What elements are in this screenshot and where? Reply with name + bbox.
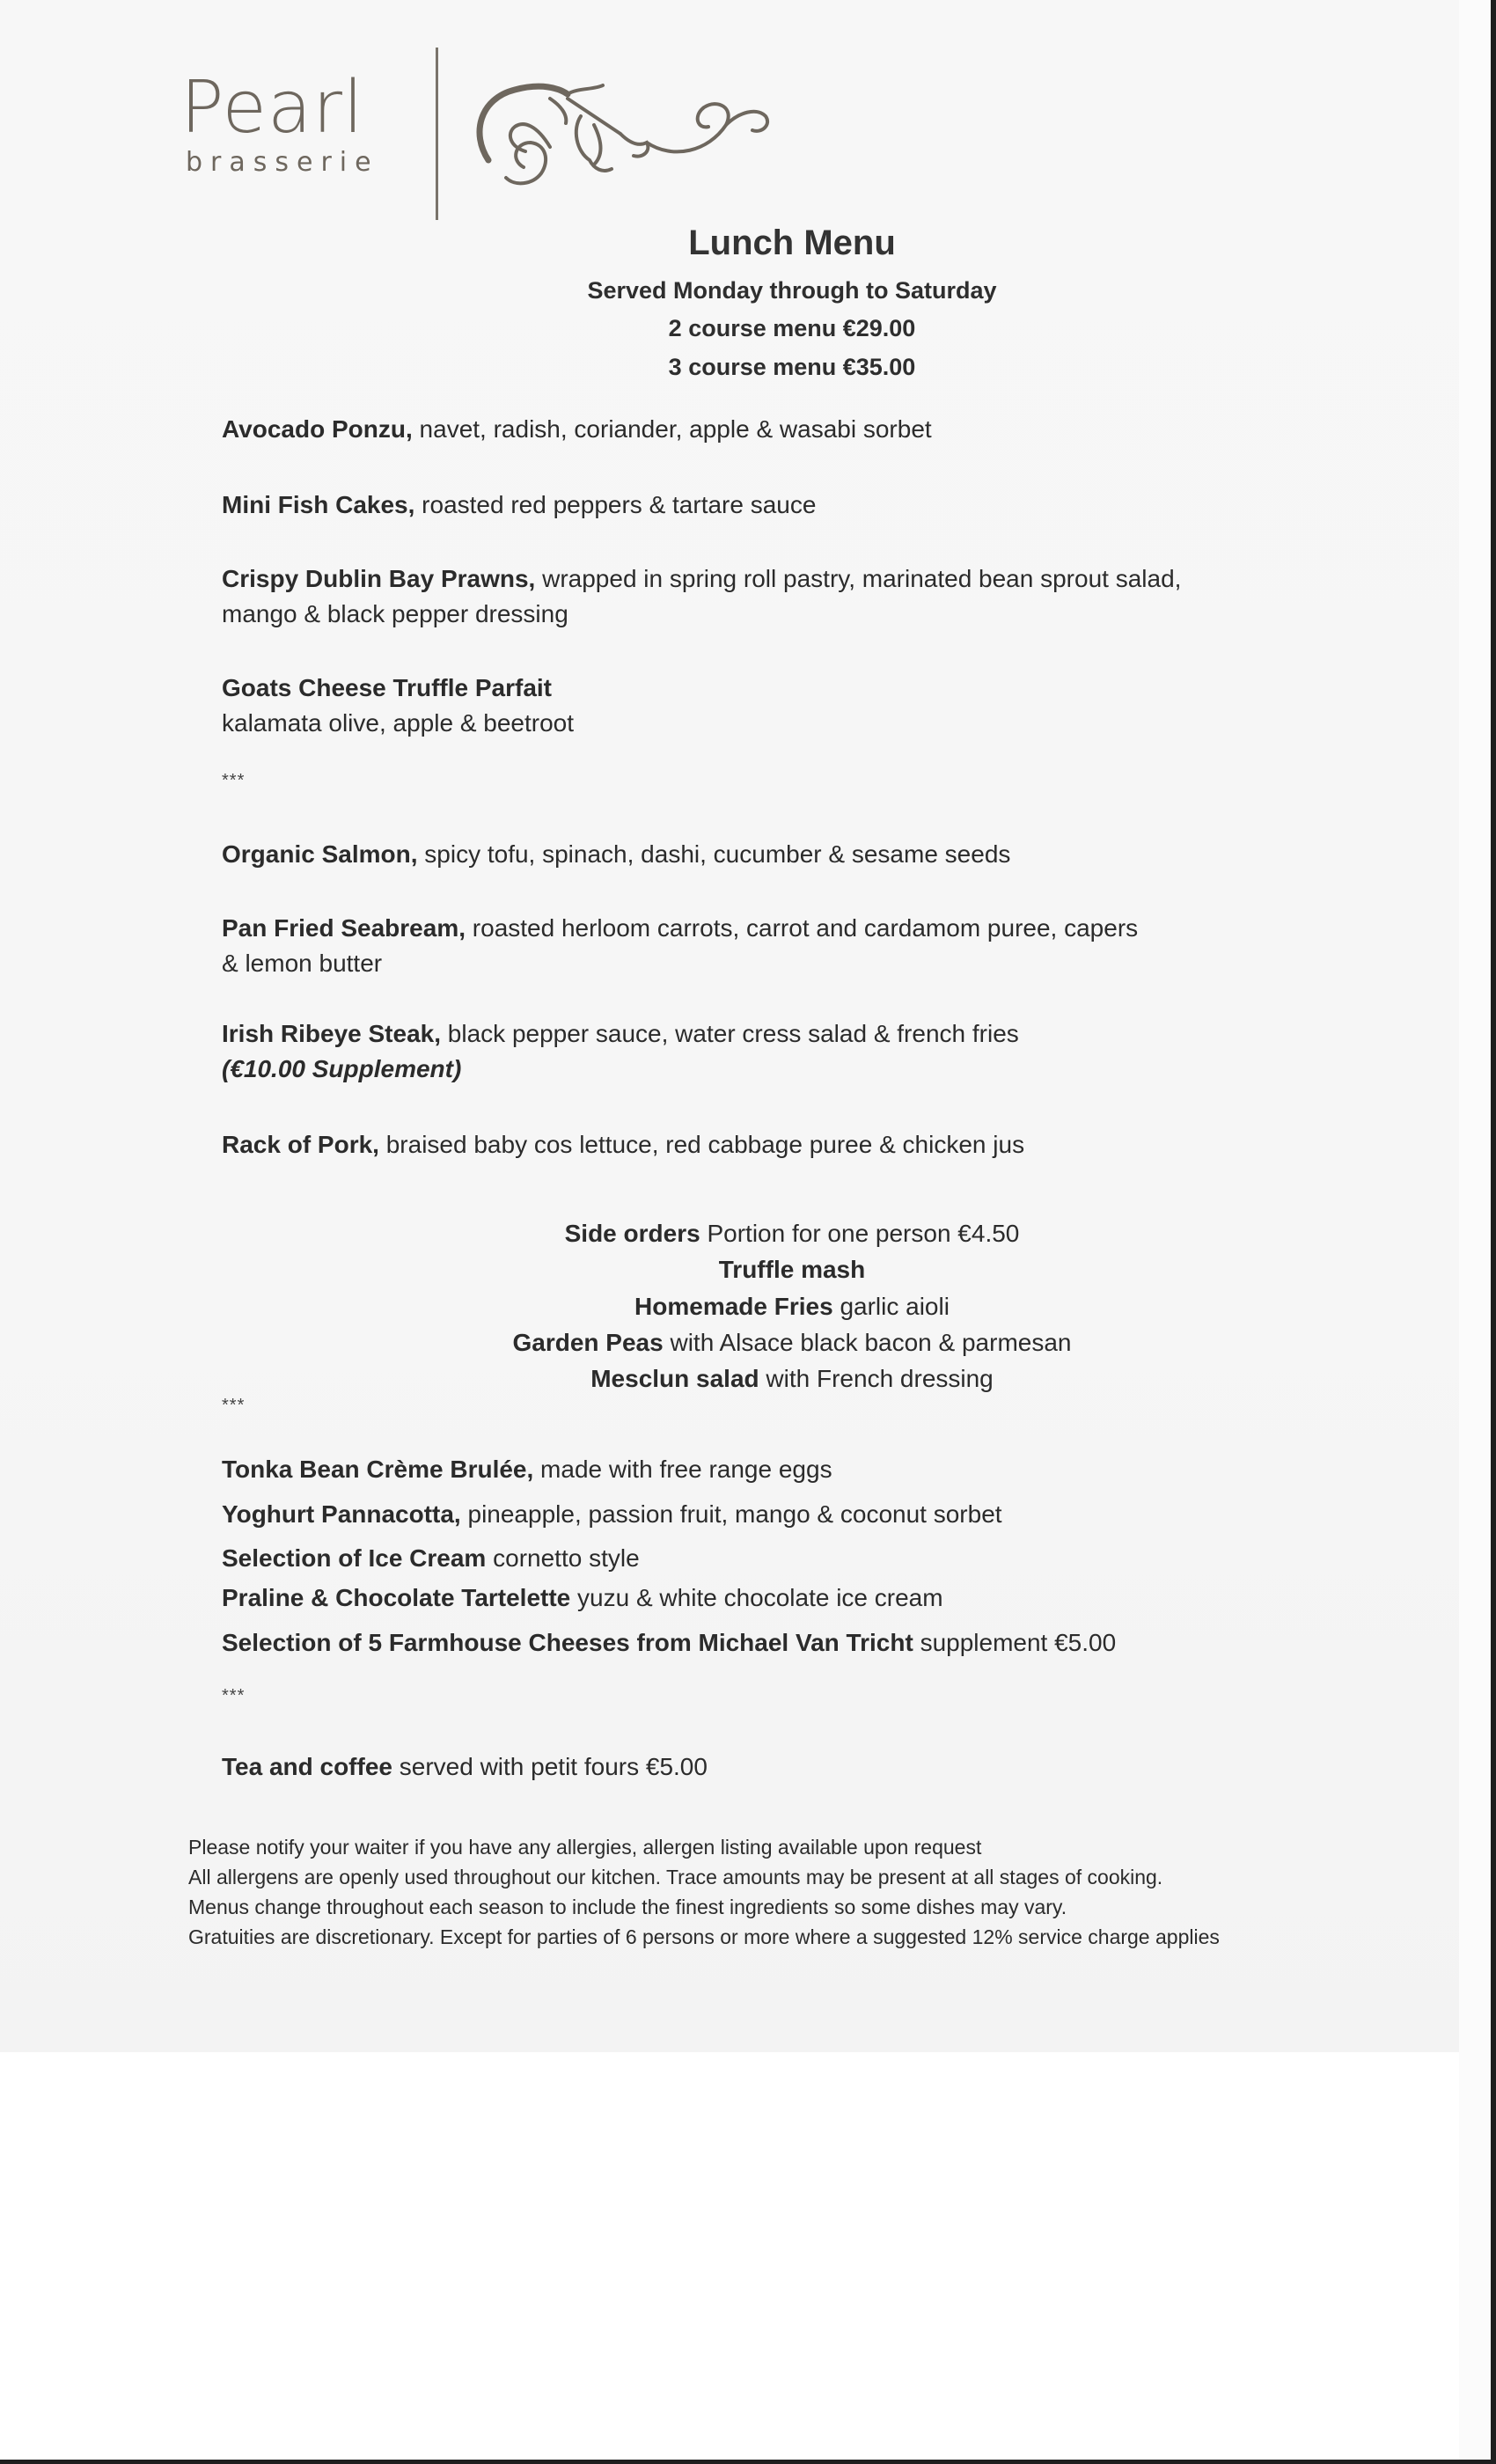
- side-item: [0, 1289, 1496, 1324]
- dish-name: Goats Cheese Truffle Parfait: [222, 674, 553, 701]
- dessert-item: [222, 1580, 943, 1616]
- starter-item: [222, 561, 1181, 632]
- dessert-item: [222, 1452, 832, 1487]
- dish-description-cont: mango & black pepper dressing: [222, 600, 568, 627]
- dish-description: roasted red peppers & tartare sauce: [414, 491, 817, 518]
- dish-name: Praline & Chocolate Tartelette: [222, 1584, 571, 1611]
- dish-name: Irish Ribeye Steak,: [222, 1020, 442, 1047]
- course-separator: ***: [222, 771, 246, 790]
- starter-item: [222, 412, 932, 447]
- side-orders-title: Side orders: [564, 1220, 700, 1247]
- scan-border-bottom: [0, 2460, 1496, 2464]
- side-description: with Alsace black bacon & parmesan: [663, 1329, 1072, 1356]
- dish-description: kalamata olive, apple & beetroot: [222, 709, 575, 737]
- dessert-item: [222, 1541, 640, 1576]
- dish-description-cont: & lemon butter: [222, 950, 383, 977]
- logo-name: Pearl: [180, 66, 364, 150]
- dish-description: yuzu & white chocolate ice cream: [570, 1584, 943, 1611]
- side-description: with French dressing: [759, 1365, 994, 1392]
- logo-subtitle: brasserie: [186, 147, 379, 178]
- side-name: Truffle mash: [718, 1256, 866, 1283]
- dish-description: supplement €5.00: [913, 1629, 1117, 1656]
- dish-description: navet, radish, coriander, apple & wasabi sorbet: [412, 415, 932, 443]
- dish-name: Mini Fish Cakes,: [222, 491, 415, 518]
- dish-description: braised baby cos lettuce, red cabbage puree & chicken jus: [378, 1131, 1025, 1158]
- allergy-note: Please notify your waiter if you have any allergies, allergen listing available upon request: [188, 1836, 982, 1859]
- beverage-description: served with petit fours €5.00: [392, 1753, 708, 1780]
- beverage-item: [222, 1749, 708, 1785]
- side-description: garlic aioli: [832, 1293, 950, 1320]
- side-name: Garden Peas: [512, 1329, 664, 1356]
- side-item: [0, 1325, 1496, 1360]
- brand-logo: [180, 46, 796, 222]
- course-separator: ***: [222, 1396, 246, 1415]
- dish-description: cornetto style: [486, 1544, 640, 1572]
- supplement-note: (€10.00 Supplement): [222, 1055, 462, 1082]
- dish-name: Yoghurt Pannacotta,: [222, 1500, 461, 1528]
- flourish-ornament-icon: [462, 63, 779, 195]
- seasonal-menu-note: Menus change throughout each season to include the finest ingredients so some dishes may vary.: [188, 1896, 1067, 1918]
- dish-name: Organic Salmon,: [222, 840, 418, 868]
- logo-divider: [436, 48, 438, 220]
- dish-name: Selection of Ice Cream: [222, 1544, 487, 1572]
- side-name: Homemade Fries: [634, 1293, 833, 1320]
- gratuity-note: Gratuities are discretionary. Except for parties of 6 persons or more where a suggested 12% service charge applies: [188, 1925, 1220, 1948]
- dish-description: black pepper sauce, water cress salad & french fries: [441, 1020, 1019, 1047]
- dessert-item: [222, 1497, 1002, 1532]
- starter-item: [222, 671, 574, 741]
- dish-name: Crispy Dublin Bay Prawns,: [222, 565, 536, 592]
- starter-item: [222, 488, 816, 523]
- served-days: Served Monday through to Saturday: [587, 277, 997, 304]
- beverage-name: Tea and coffee: [222, 1753, 392, 1780]
- menu-title: Lunch Menu: [688, 224, 896, 262]
- side-name: Mesclun salad: [590, 1365, 759, 1392]
- side-item: [0, 1361, 1496, 1397]
- dish-name: Pan Fried Seabream,: [222, 914, 466, 942]
- allergen-kitchen-note: All allergens are openly used throughout our kitchen. Trace amounts may be present at all stages of cooking.: [188, 1866, 1163, 1888]
- dish-description: spicy tofu, spinach, dashi, cucumber & sesame seeds: [417, 840, 1011, 868]
- dish-description: made with free range eggs: [533, 1456, 832, 1483]
- side-orders-heading: [0, 1216, 1496, 1251]
- dish-description: pineapple, passion fruit, mango & coconut sorbet: [460, 1500, 1002, 1528]
- dessert-item: [222, 1625, 1116, 1661]
- dish-name: Tonka Bean Crème Brulée,: [222, 1456, 534, 1483]
- dish-description: roasted herloom carrots, carrot and cardamom puree, capers: [466, 914, 1139, 942]
- side-item: [0, 1252, 1496, 1287]
- main-item: [222, 1127, 1024, 1162]
- main-item: [222, 837, 1010, 872]
- dish-name: Rack of Pork,: [222, 1131, 379, 1158]
- main-item: [222, 1016, 1019, 1087]
- main-item: [222, 911, 1138, 981]
- three-course-price: 3 course menu €35.00: [668, 354, 916, 380]
- dish-description: wrapped in spring roll pastry, marinated bean sprout salad,: [535, 565, 1182, 592]
- dish-name: Selection of 5 Farmhouse Cheeses from Michael Van Tricht: [222, 1629, 913, 1656]
- dish-name: Avocado Ponzu,: [222, 415, 413, 443]
- side-orders-price: Portion for one person €4.50: [700, 1220, 1020, 1247]
- two-course-price: 2 course menu €29.00: [668, 315, 916, 341]
- course-separator: ***: [222, 1686, 246, 1705]
